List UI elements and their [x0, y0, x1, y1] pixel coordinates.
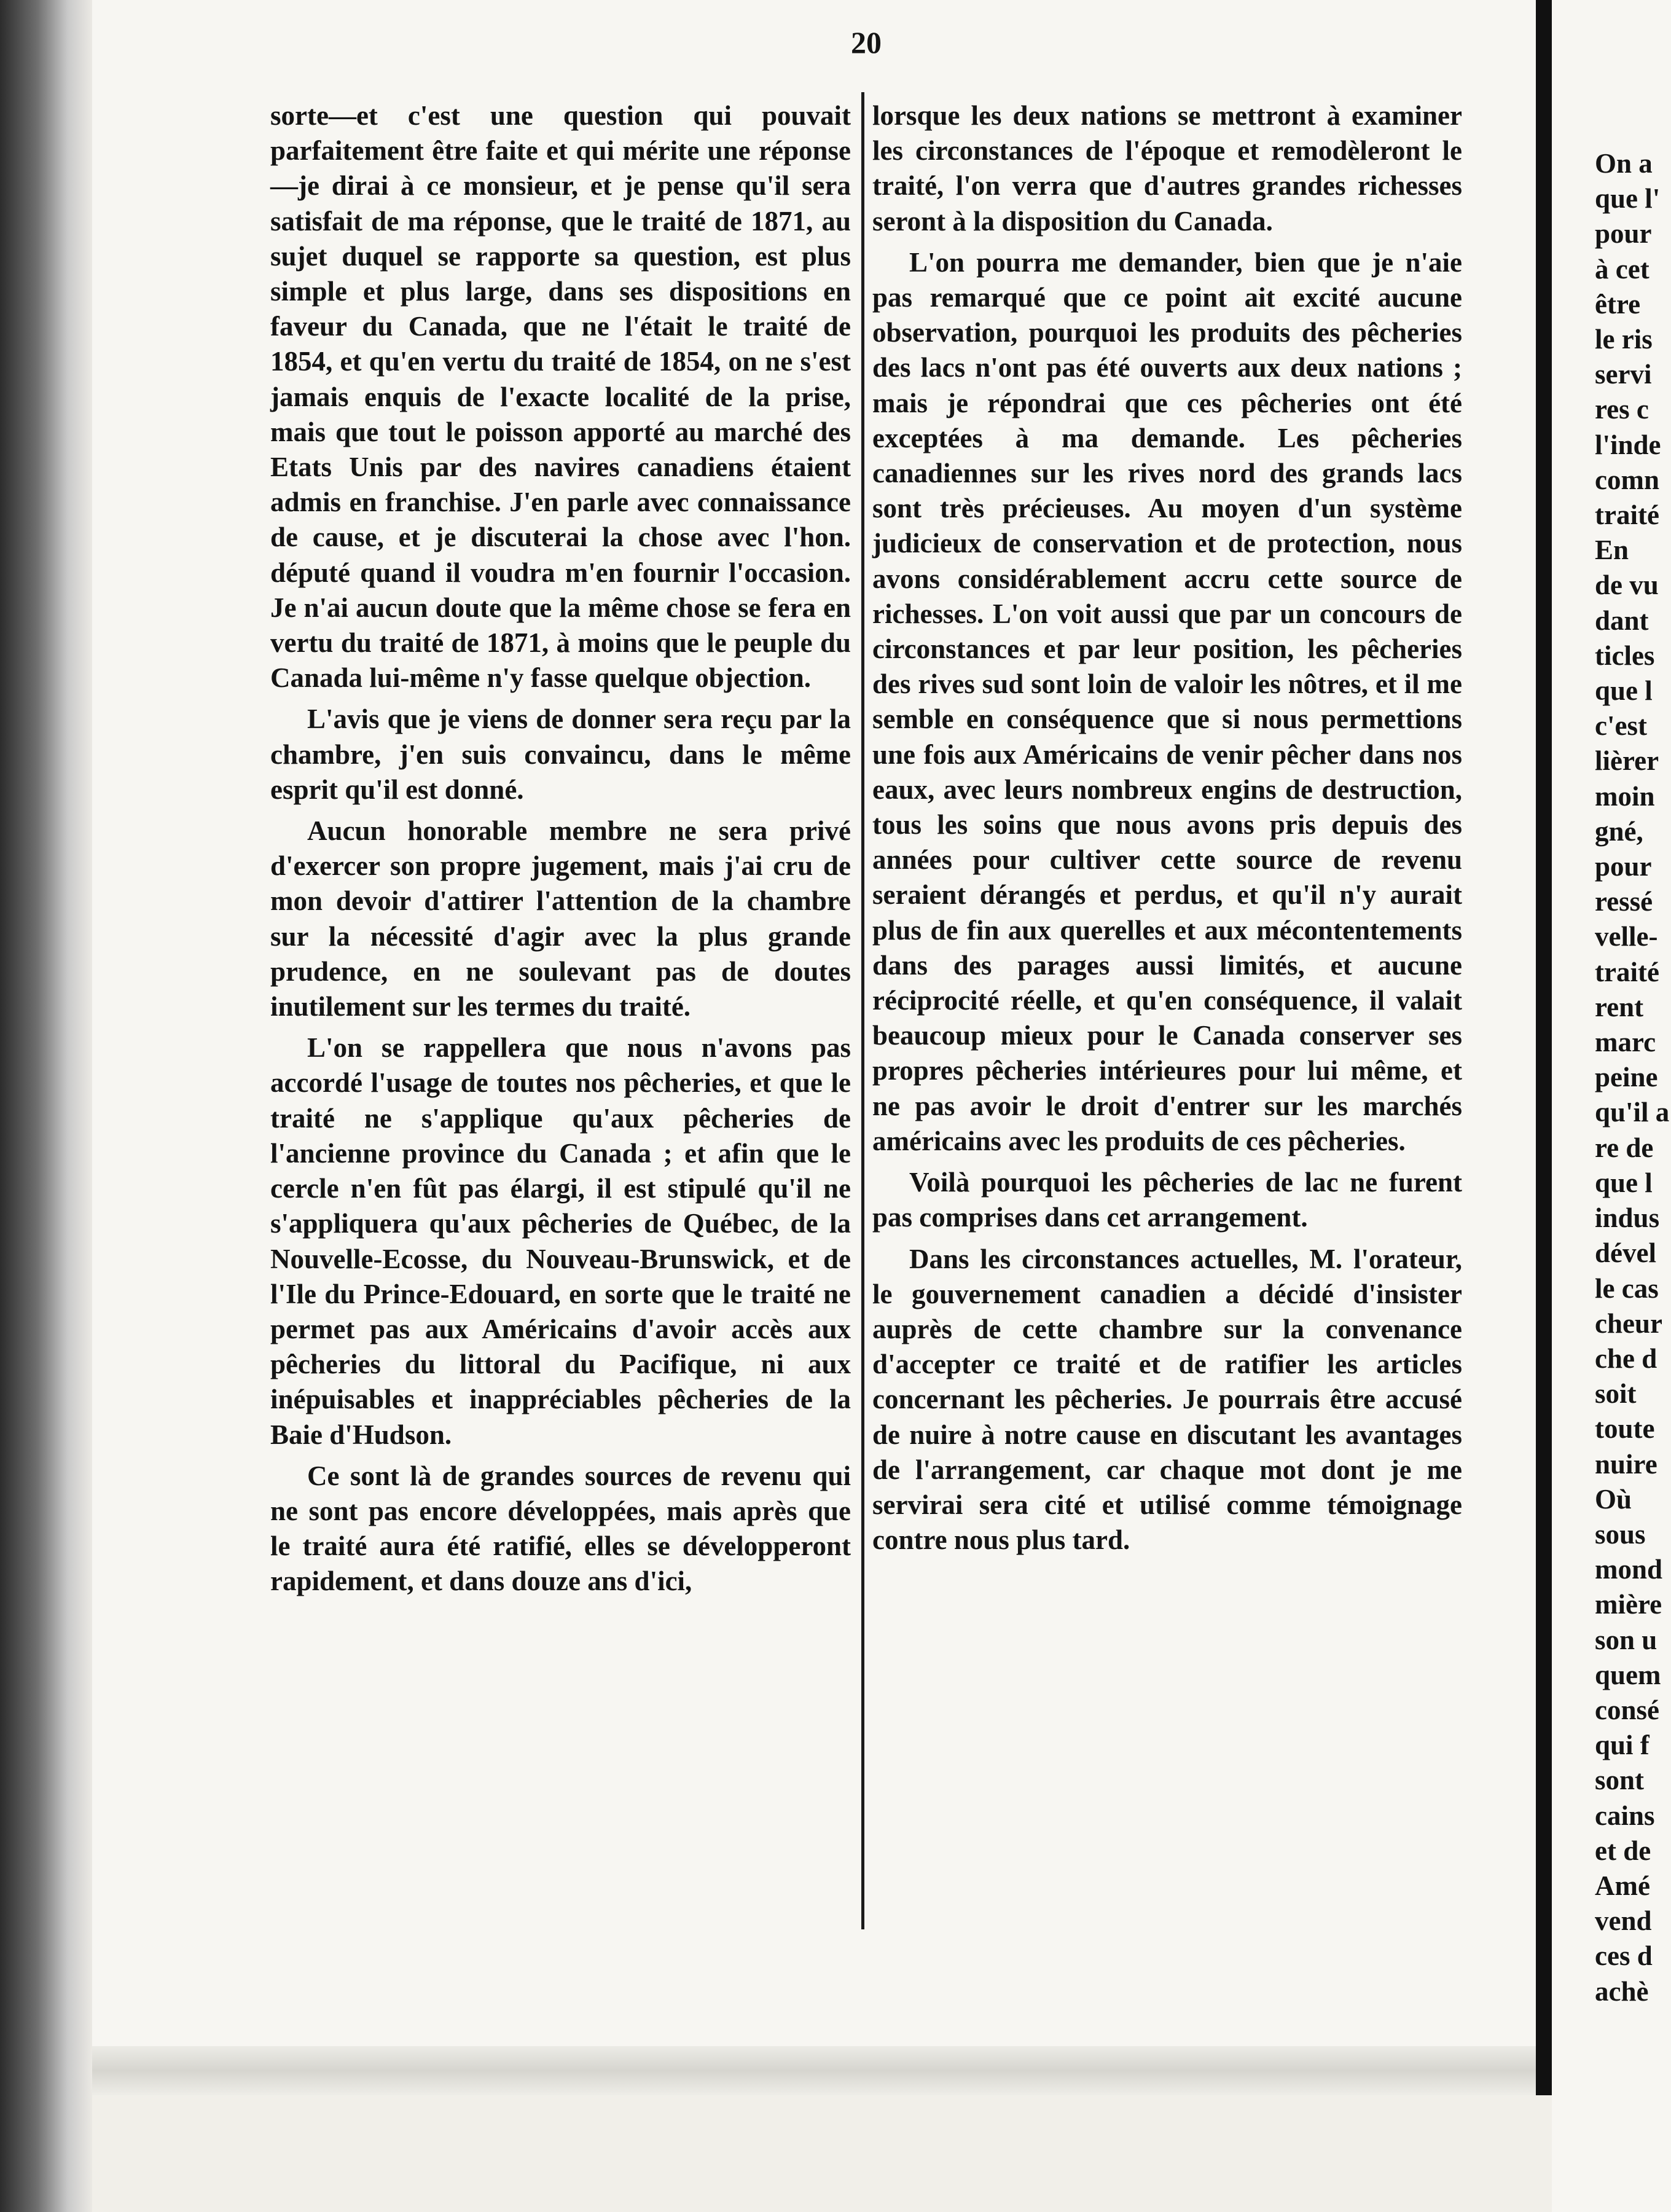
next-page-fragment: consé — [1595, 1694, 1659, 1725]
next-page-fragment: le ris — [1595, 324, 1653, 355]
paragraph: L'on se rappellera que nous n'avons pas accordé l'usage de toutes nos pêcheries, et que le traité ne s'applique qu'aux pêcheries de l'ancienne province du Canada ; et afin que le cercle n'en fût pas élargi, il est stipulé qu'il ne s'appliquera qu'aux pêcheries de Québec, de la Nouvelle-Ecosse, du Nouveau-Brunswick, et de l'Ile du Prince-Edouard, en sorte que le traité ne permet pas aux Américains d'avoir accès aux pêcheries du littoral du Pacifique, ni aux inépuisables et inappréciables pêcheries de la Baie d'Hudson. — [270, 1032, 851, 1450]
next-page-fragment: pour — [1595, 218, 1652, 249]
next-page-fragment: comn — [1595, 464, 1659, 495]
next-page-fragment: le cas — [1595, 1273, 1659, 1304]
paragraph: Aucun honorable membre ne sera privé d'exercer son propre jugement, mais j'ai cru de mon devoir d'attirer l'attention de la chambre sur la nécessité d'agir avec la plus grande prudence, en ne soulevant pas de doutes inutilement sur les termes du traité. — [270, 815, 851, 1022]
next-page-fragment: sont — [1595, 1765, 1645, 1796]
next-page-fragment: che d — [1595, 1343, 1657, 1374]
next-page-fragment: En — [1595, 535, 1629, 566]
next-page-fragment: pour — [1595, 851, 1652, 882]
next-page-fragment: traité — [1595, 500, 1659, 531]
paragraph: L'avis que je viens de donner sera reçu par la chambre, j'en suis convaincu, dans le même esprit qu'il est donné. — [270, 704, 851, 805]
next-page-fragment: et de — [1595, 1835, 1651, 1866]
next-page-fragment: à cet — [1595, 253, 1649, 284]
next-page-edge — [1552, 0, 1671, 2212]
next-page-fragment: rent — [1595, 991, 1644, 1022]
next-page-fragment: On a — [1595, 148, 1653, 179]
next-page-fragment: dével — [1595, 1237, 1656, 1269]
paragraph: lorsque les deux nations se mettront à examiner les circonstances de l'époque et remodèleront le traité, l'on verra que d'autres grandes richesses seront à la disposition du Canada. — [872, 100, 1462, 237]
next-page-fragment: soit — [1595, 1378, 1637, 1410]
next-page-fragment: re de — [1595, 1132, 1654, 1163]
next-page-fragment: c'est — [1595, 710, 1647, 742]
next-page-fragment: être — [1595, 288, 1641, 320]
next-page-fragment: ressé — [1595, 886, 1653, 917]
gutter-binding — [1536, 0, 1552, 2095]
next-page-fragment: lièrer — [1595, 745, 1659, 777]
next-page-fragment: mière — [1595, 1589, 1662, 1620]
next-page-fragment: Amé — [1595, 1870, 1650, 1901]
next-page-fragment: vend — [1595, 1905, 1652, 1937]
next-page-fragment: son u — [1595, 1624, 1657, 1655]
next-page-fragment: que l — [1595, 1167, 1653, 1198]
next-page-fragment: peine — [1595, 1062, 1658, 1093]
next-page-fragment: toute — [1595, 1413, 1655, 1445]
next-page-fragment: ces d — [1595, 1940, 1653, 1972]
next-page-fragment: gné, — [1595, 815, 1643, 847]
next-page-fragment: qui f — [1595, 1730, 1649, 1761]
paragraph: Voilà pourquoi les pêcheries de lac ne furent pas comprises dans cet arrangement. — [872, 1167, 1462, 1233]
next-page-fragment: servi — [1595, 359, 1652, 390]
next-page-fragment: ticles — [1595, 640, 1655, 671]
left-column — [270, 98, 851, 1606]
next-page-fragment: moin — [1595, 780, 1655, 812]
scan-shadow-left — [0, 0, 92, 2212]
next-page-fragment: que l' — [1595, 183, 1661, 214]
next-page-fragment: cheur — [1595, 1308, 1662, 1339]
paragraph: Dans les circonstances actuelles, M. l'orateur, le gouvernement canadien a décidé d'insister auprès de cette chambre sur la convenance d'accepter ce traité et de ratifier les articles concernant les pêcheries. Je pourrais être accusé de nuire à notre cause en discutant les avantages de l'arrangement, car chaque mot dont je me servirai sera cité et utilisé comme témoignage contre nous plus tard. — [872, 1243, 1462, 1556]
paragraph: L'on pourra me demander, bien que je n'aie pas remarqué que ce point ait excité aucune observation, pourquoi les produits des pêcheries des lacs n'ont pas été ouverts aux deux nations ; mais je répondrai que ces pêcheries ont été exceptées à ma demande. Les pêcheries canadiennes sur les rives nord des grands lacs sont très précieuses. Au moyen d'un système judicieux de conservation et de protection, nous avons considérablement accru cette source de richesses. L'on voit aussi que par un concours de circonstances et par leur position, les pêcheries des rives sud sont loin de valoir les nôtres, et il me semble en conséquence que si nous permettions une fois aux Américains de venir pêcher dans nos eaux, avec leurs nombreux engins de destruction, tous les soins que nous avons pris depuis des années pour cultiver cette source de revenu seraient dérangés et perdus, et qu'il n'y aurait plus de fin aux querelles et aux mécontentements dans des parages aussi limités, et aucune réciprocité réelle, et qu'en conséquence, il valait beaucoup mieux pour le Canada conserver ses propres pêcheries intérieures pour lui même, et ne pas avoir le droit d'entrer sur les marchés américains avec les produits de ces pêcheries. — [872, 246, 1462, 1156]
next-page-fragment: que l — [1595, 675, 1653, 707]
next-page-fragment: cains — [1595, 1800, 1655, 1831]
bleed-through-text — [246, 1951, 1474, 2006]
next-page-fragment: res c — [1595, 394, 1649, 425]
next-page-fragment: achè — [1595, 1975, 1649, 2007]
next-page-fragment: quem — [1595, 1659, 1661, 1690]
next-page-fragment: indus — [1595, 1202, 1660, 1234]
next-page-text — [1552, 146, 1669, 2009]
column-divider — [861, 92, 864, 1929]
next-page-fragment: mond — [1595, 1554, 1663, 1585]
right-column — [872, 98, 1462, 1564]
next-page-fragment: nuire — [1595, 1448, 1657, 1480]
page-bottom-edge — [92, 2046, 1548, 2095]
next-page-fragment: de vu — [1595, 570, 1659, 601]
next-page-fragment: dant — [1595, 605, 1649, 636]
paragraph: Ce sont là de grandes sources de revenu qui ne sont pas encore développées, mais après que le traité aura été ratifié, elles se développeront rapidement, et dans douze ans d'ici, — [270, 1460, 851, 1597]
next-page-fragment: marc — [1595, 1027, 1656, 1058]
paragraph: sorte—et c'est une question qui pouvait parfaitement être faite et qui mérite une réponse—je dirai à ce monsieur, et je pense qu'il sera satisfait de ma réponse, que le traité de 1871, au sujet duquel se rapporte sa question, est plus simple et plus large, dans ses dispositions en faveur du Canada, que ne l'était le traité de 1854, et qu'en vertu du traité de 1854, on ne s'est jamais enquis de l'exacte localité de la prise, mais que tout le poisson apporté au marché des Etats Unis par des navires canadiens étaient admis en franchise. J'en parle avec connaissance de cause, et je discuterai la chose avec l'hon. député quand il voudra m'en fournir l'occasion. Je n'ai aucun doute que la même chose se fera en vertu du traité de 1871, à moins que le peuple du Canada lui-même n'y fasse quelque objection. — [270, 100, 851, 694]
next-page-fragment: traité — [1595, 956, 1659, 987]
next-page-fragment: velle- — [1595, 921, 1658, 952]
next-page-fragment: qu'il a — [1595, 1097, 1670, 1128]
next-page-fragment: l'inde — [1595, 429, 1661, 460]
next-page-fragment: Où — [1595, 1483, 1632, 1515]
page-number: 20 — [851, 25, 882, 60]
next-page-fragment: sous — [1595, 1518, 1646, 1550]
